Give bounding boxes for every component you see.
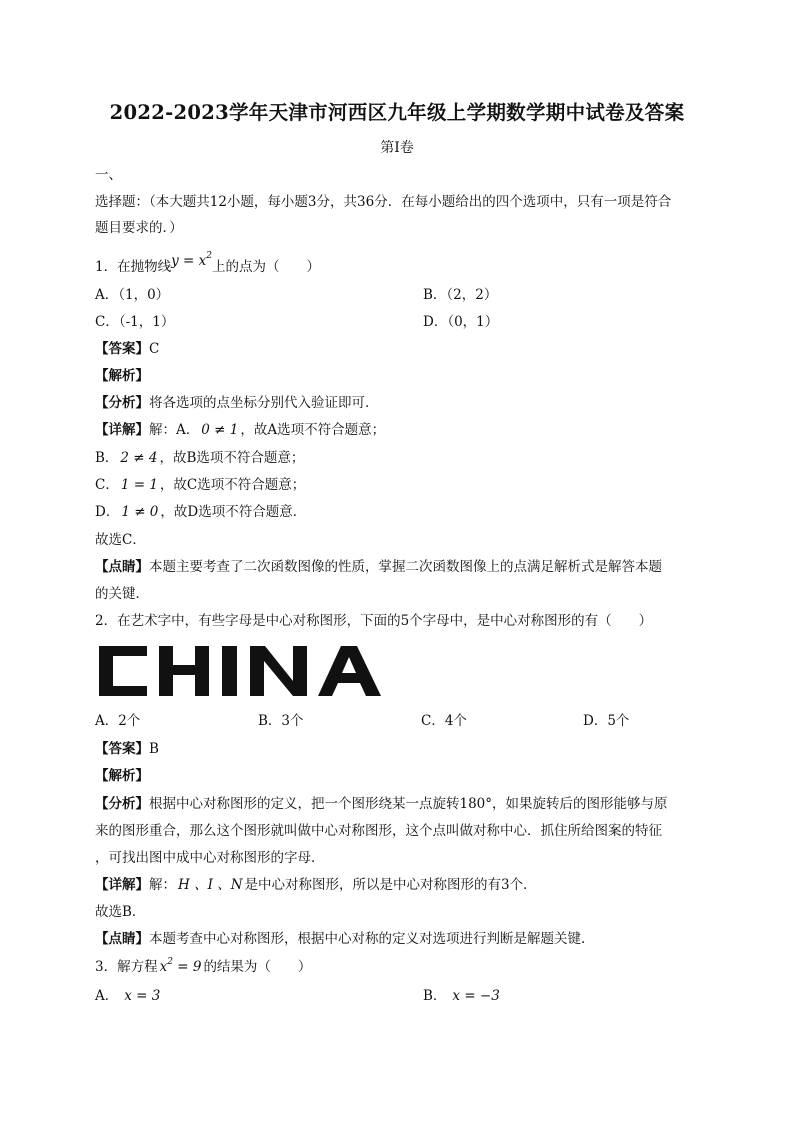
page-title: 2022-2023学年天津市河西区九年级上学期数学期中试卷及答案	[109, 101, 685, 124]
q3-option-b-math: x = −3	[452, 988, 500, 1004]
q1-fenxi-text: 将各选项的点坐标分别代入验证即可．	[149, 395, 379, 411]
q3-stem-suffix: 的结果为（ ）	[203, 959, 312, 975]
q1-detail-math-b: 2 ≠ 4	[120, 450, 158, 466]
q1-detail-math-d: 1 ≠ 0	[121, 504, 159, 520]
q3-stem	[95, 958, 311, 976]
q1-comment-text: 本题主要考查了二次函数图像的性质，掌握二次函数图像上的点满足解析式是解答本题	[149, 559, 662, 575]
q1-comment-tag: 【点睛】	[95, 559, 149, 575]
q1-detail-a	[95, 421, 385, 439]
q2-option-d: D．5个	[583, 713, 630, 729]
letter-a-shape	[318, 646, 381, 696]
q3-equation-exponent: 2	[167, 957, 173, 967]
q3-option-a-math: x = 3	[124, 988, 161, 1004]
q1-equation-exponent: 2	[206, 251, 212, 261]
section-number: 一、	[95, 167, 122, 183]
q1-detail-text-a: ，故A选项不符合题意；	[240, 422, 386, 438]
q2-answer-value: B	[149, 741, 159, 757]
q1-option-d: D．（0，1）	[423, 314, 499, 330]
q1-stem	[95, 251, 320, 276]
q2-fenxi-tag: 【分析】	[95, 796, 149, 812]
q3-equation	[160, 959, 202, 975]
q1-detail-c	[95, 476, 305, 494]
section-intro-line1: 选择题：（本大题共12小题，每小题3分，共36分．在每小题给出的四个选项中，只有一项是符合	[95, 194, 672, 210]
q1-detail-label-b: B．	[95, 450, 119, 466]
q2-conclusion: 故选B．	[95, 904, 146, 920]
q1-option-a: A．（1，0）	[95, 287, 170, 303]
china-letters-figure	[97, 643, 385, 699]
q1-stem-prefix: 1．在抛物线	[95, 259, 172, 275]
q2-comment	[95, 930, 585, 948]
q3-option-b	[423, 987, 500, 1005]
q2-answer-tag: 【答案】	[95, 741, 149, 757]
q1-equation-base: y = x	[171, 253, 207, 269]
q1-stem-suffix: 上的点为（ ）	[211, 259, 320, 275]
q2-option-a: A．2个	[95, 713, 141, 729]
q2-option-b: B．3个	[258, 713, 304, 729]
volume-label: 第Ⅰ卷	[380, 140, 414, 156]
q1-analysis-heading: 【解析】	[95, 368, 149, 384]
q3-option-a	[95, 987, 160, 1005]
letter-c-shape	[99, 646, 147, 696]
q3-equation-rhs: = 9	[172, 959, 202, 975]
letter-h-shape	[159, 646, 209, 696]
section-intro-line2: 题目要求的．）	[95, 220, 183, 236]
q2-fenxi-line1	[95, 795, 668, 813]
q2-comment-text: 本题考查中心对称图形，根据中心对称的定义对选项进行判断是解题关键.	[149, 931, 586, 947]
q2-detail-tag: 【详解】	[95, 877, 149, 893]
q1-detail-d	[95, 503, 306, 521]
q2-detail-letters: H 、I 、N	[178, 877, 243, 893]
q3-option-a-label: A．	[95, 988, 119, 1004]
q1-fenxi	[95, 394, 379, 412]
q1-detail-label-d: D．	[95, 504, 120, 520]
q1-answer-value: C	[149, 341, 160, 357]
q3-stem-prefix: 3．解方程	[95, 959, 158, 975]
q1-detail-label-c: C．	[95, 477, 119, 493]
q2-fenxi-text: 根据中心对称图形的定义，把一个图形绕某一点旋转180°，如果旋转后的图形能够与原	[149, 796, 668, 812]
q1-detail-text-b: ，故B选项不符合题意；	[159, 450, 305, 466]
q1-option-b: B．（2，2）	[423, 287, 498, 303]
q1-fenxi-tag: 【分析】	[95, 395, 149, 411]
q2-fenxi-line2: 来的图形重合，那么这个图形就叫做中心对称图形，这个点叫做对称中心．抓住所给图案的特征	[95, 823, 662, 839]
q1-detail-tag: 【详解】	[95, 422, 149, 438]
q2-detail-prefix: 解：	[149, 877, 176, 893]
q3-option-b-label: B．	[423, 988, 447, 1004]
q1-detail-text-c: ，故C选项不符合题意；	[159, 477, 306, 493]
letter-i-shape	[222, 646, 237, 696]
q1-detail-b	[95, 449, 304, 467]
q1-option-c: C．（-1，1）	[95, 314, 175, 330]
q1-detail-text-d: ，故D选项不符合题意．	[160, 504, 307, 520]
q1-answer	[95, 340, 159, 358]
q2-analysis-heading: 【解析】	[95, 768, 149, 784]
q2-answer	[95, 740, 159, 758]
q1-equation	[171, 253, 212, 269]
q2-option-c: C．4个	[421, 713, 467, 729]
q1-detail-math-c: 1 = 1	[120, 477, 158, 493]
q2-comment-tag: 【点睛】	[95, 931, 149, 947]
q1-comment-line1	[95, 558, 662, 576]
q1-answer-tag: 【答案】	[95, 341, 149, 357]
q1-comment-line2: 的关键．	[95, 586, 149, 602]
q2-detail	[95, 876, 537, 894]
letter-n-shape	[250, 646, 307, 696]
q3-equation-base: x	[159, 959, 168, 975]
q2-detail-text: 是中心对称图形，所以是中心对称图形的有3个．	[244, 877, 537, 893]
q2-stem: 2．在艺术字中，有些字母是中心对称图形，下面的5个字母中，是中心对称图形的有（ ）	[95, 613, 653, 629]
q1-detail-math-a: 0 ≠ 1	[201, 422, 239, 438]
q1-detail-prefix: 解：A．	[149, 422, 200, 438]
q1-conclusion: 故选C．	[95, 532, 146, 548]
q2-fenxi-line3: ，可找出图中成中心对称图形的字母．	[95, 850, 325, 866]
